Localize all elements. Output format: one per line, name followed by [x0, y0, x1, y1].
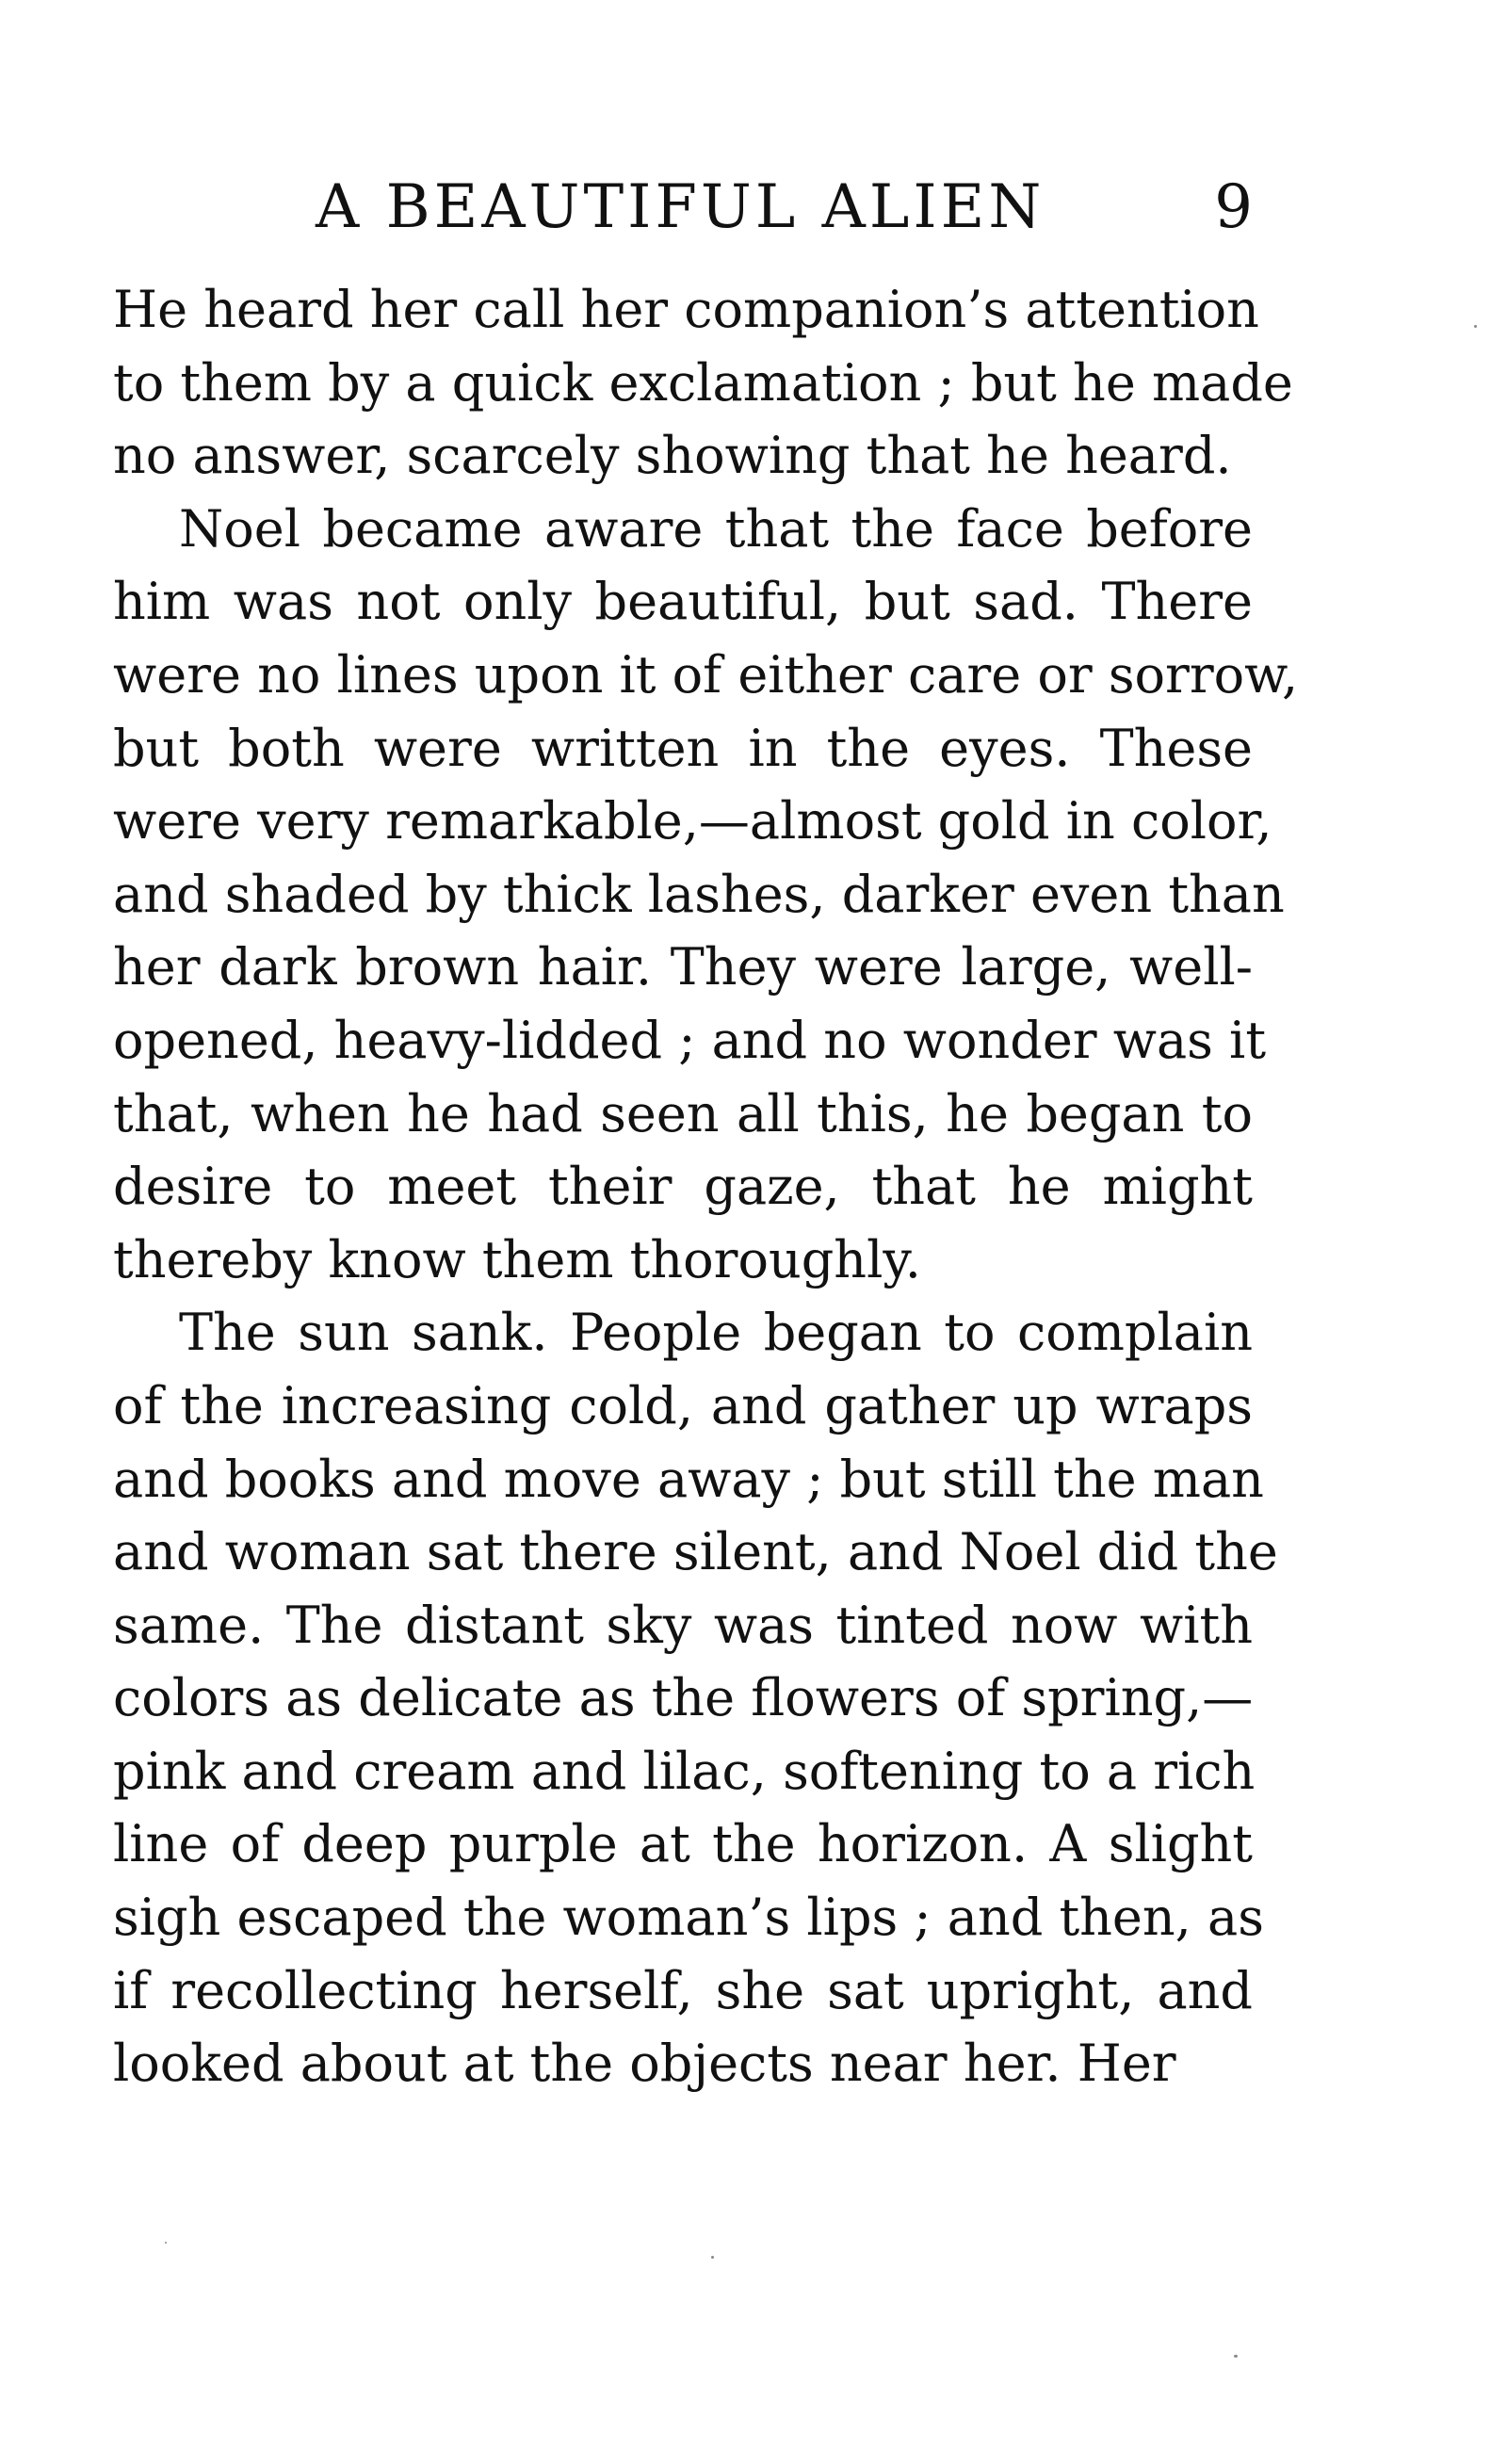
body-text [113, 273, 1299, 2100]
text-line: opened, heavy-lidded ; and no wonder was it [113, 1010, 1267, 1070]
text-line: but both were written in the eyes. These [113, 718, 1253, 778]
text-line: to them by a quick exclamation ; but he made [113, 352, 1293, 413]
text-line: Noel became aware that the face before [179, 498, 1253, 559]
running-head [113, 170, 1253, 245]
text-line: and books and move away ; but still the man [113, 1449, 1264, 1509]
text-line: looked about at the objects near her. Her [113, 2034, 1176, 2094]
text-line: and shaded by thick lashes, darker even than [113, 864, 1285, 924]
page-number: 9 [1214, 172, 1253, 242]
text-line: sigh escaped the woman’s lips ; and then, as [113, 1888, 1264, 1948]
text-line: no answer, scarcely showing that he heard. [113, 426, 1232, 486]
text-line: line of deep purple at the horizon. A slight [113, 1814, 1253, 1874]
scan-speck [1234, 2355, 1238, 2358]
running-title: A BEAUTIFUL ALIEN [316, 172, 1045, 242]
text-line: The sun sank. People began to complain [179, 1303, 1253, 1363]
scan-speck [165, 2242, 167, 2244]
text-line: if recollecting herself, she sat upright, and [113, 1960, 1253, 2020]
text-line: her dark brown hair. They were large, well- [113, 937, 1253, 997]
paragraph-1 [113, 273, 1293, 493]
text-line: colors as delicate as the flowers of spring,— [113, 1668, 1254, 1728]
text-line: were very remarkable,—almost gold in color, [113, 791, 1272, 851]
scan-speck [1474, 325, 1477, 328]
text-line: him was not only beautiful, but sad. There [113, 572, 1253, 632]
paragraph-2 [113, 493, 1299, 1297]
text-line: thereby know them thoroughly. [113, 1229, 921, 1289]
text-line: He heard her call her companion’s attention [113, 280, 1259, 339]
text-line: desire to meet their gaze, that he might [113, 1157, 1253, 1217]
scan-speck [711, 2256, 714, 2259]
text-line: were no lines upon it of either care or sorrow, [113, 644, 1299, 705]
text-line: and woman sat there silent, and Noel did the [113, 1522, 1278, 1582]
text-line: same. The distant sky was tinted now with [113, 1595, 1253, 1655]
text-line: pink and cream and lilac, softening to a rich [113, 1741, 1256, 1801]
text-line: that, when he had seen all this, he began to [113, 1083, 1253, 1143]
text-line: of the increasing cold, and gather up wraps [113, 1375, 1253, 1435]
paragraph-3 [113, 1296, 1278, 2100]
